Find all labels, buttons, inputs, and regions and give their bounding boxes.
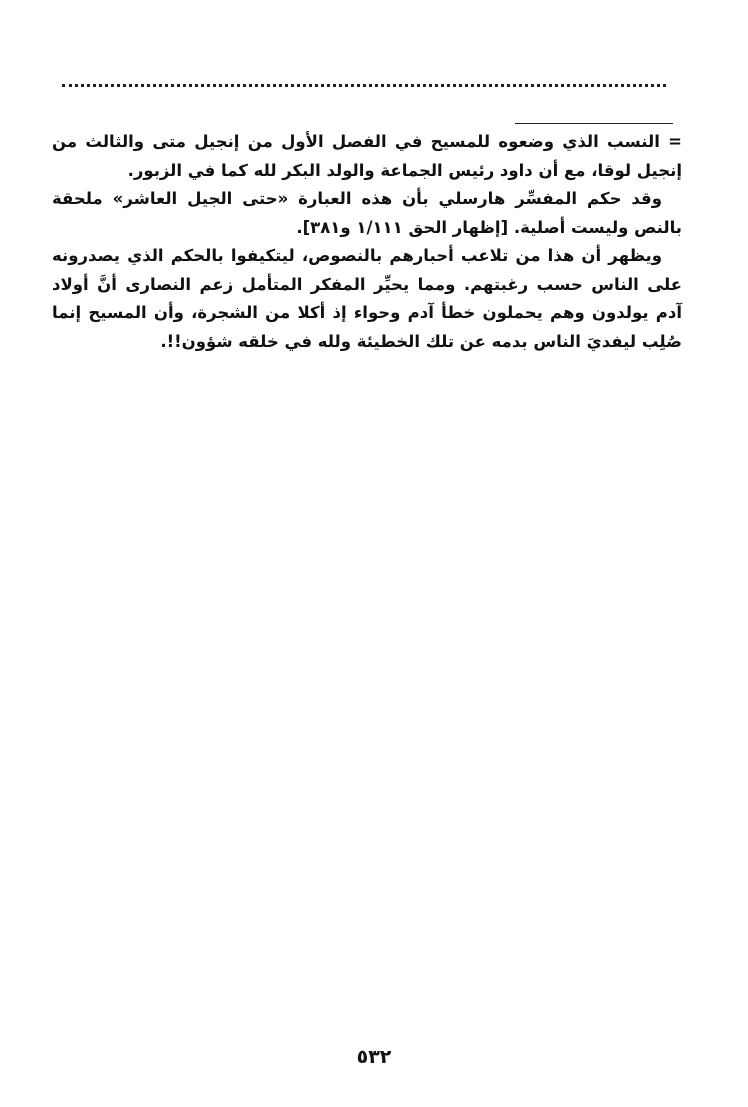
footnote-paragraph-1: = النسب الذي وضعوه للمسيح في الفصل الأول من إنجيل متى والثالث من إنجيل لوقا، مع أن داود رئيس الجماعة والولد البكر لله كما في الزبور. <box>52 132 682 180</box>
footnote-paragraph-2: وقد حكم المفسِّر هارسلي بأن هذه العبارة «حتى الجيل العاشر» ملحقة بالنص وليست أصلية. [إظهار الحق ١/١١١ و٣٨١]. <box>52 189 682 237</box>
footnote-rule <box>515 123 673 124</box>
dotted-separator <box>62 84 666 87</box>
page-number: ٥٣٢ <box>356 1046 392 1068</box>
footnote-block <box>52 128 682 356</box>
footnote-paragraph-3: ويظهر أن هذا من تلاعب أحبارهم بالنصوص، ليتكيفوا بالحكم الذي يصدرونه على الناس حسب رغبتهم. ومما يحيِّر المفكر المتأمل زعم النصارى أنَّ أولاد آدم يولدون وهم يحملون خطأ آدم وحواء إذ أكلا من الشجرة، وأن المسيح إنما صُلِب ليفديَ الناس بدمه عن تلك الخطيئة ولله في خلقه شؤون!!. <box>52 246 682 351</box>
